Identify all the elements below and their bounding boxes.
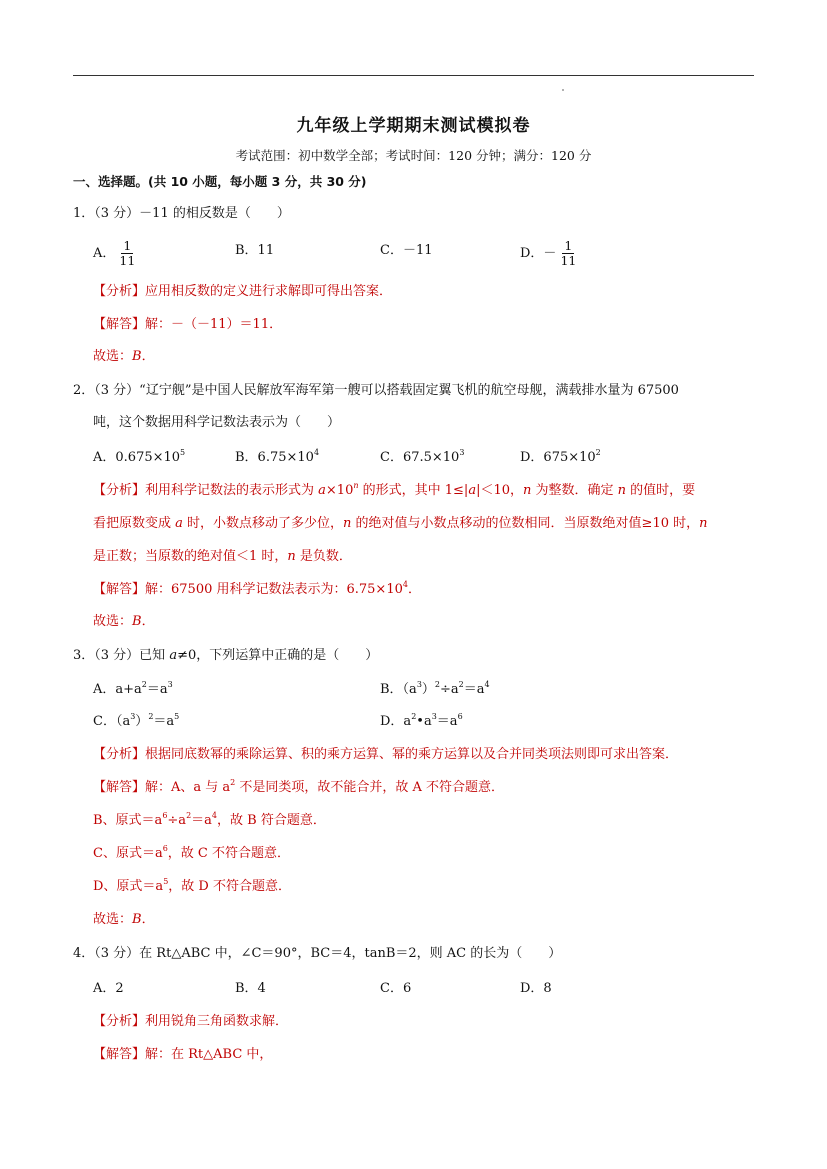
q3-answer-b (93, 812, 326, 830)
text: 为整数．确定 (531, 483, 618, 498)
q1-choice (93, 348, 155, 366)
exponent: 4 (484, 680, 490, 689)
fraction-denominator: 11 (119, 253, 136, 268)
text: B．（a (380, 682, 417, 697)
var: n (523, 483, 532, 498)
exponent: 4 (402, 580, 408, 589)
option-text: D．675×10 (520, 450, 596, 465)
text: •a (416, 714, 432, 729)
text: 看把原数变成 (93, 516, 176, 531)
choice-suffix: ． (141, 912, 155, 927)
text: ÷a (167, 813, 187, 828)
exponent: 4 (313, 448, 320, 457)
exponent: 5 (163, 877, 169, 886)
choice-prefix: 故选： (93, 614, 133, 629)
var: n (287, 549, 296, 564)
option-text: B．6.75×10 (235, 450, 314, 465)
choice-suffix: ． (141, 614, 155, 629)
q4-stem: 4．（3 分）在 Rt△ABC 中，∠C＝90°，BC＝4，tanB＝2，则 AC 的长为（ ） (73, 946, 562, 961)
text: A．a+a (93, 682, 142, 697)
q1-answer: 【解答】解：－（－11）＝11． (93, 317, 283, 332)
q3-answer-d (93, 878, 291, 896)
exponent: 6 (162, 844, 168, 853)
q2-stem-line2: 吨，这个数据用科学记数法表示为（ ） (93, 415, 341, 430)
q4-option-a: A．2 (93, 981, 124, 996)
text: 时，小数点移动了多少位， (182, 516, 344, 531)
exponent: 3 (416, 680, 422, 689)
exponent: 2 (458, 680, 464, 689)
q4-option-d: D．8 (520, 981, 552, 996)
text: |＜10， (476, 483, 524, 498)
exponent: 6 (162, 811, 168, 820)
text: D．a (380, 714, 412, 729)
q1-option-c: C．－11 (380, 243, 433, 258)
q3-choice (93, 911, 155, 929)
q4-answer: 【解答】解：在 Rt△ABC 中， (93, 1047, 273, 1062)
q1-option-d-fraction (558, 239, 578, 268)
q4-option-c: C．6 (380, 981, 412, 996)
text: ＝a (146, 682, 168, 697)
text: 是正数；当原数的绝对值＜1 时， (93, 549, 288, 564)
q3-analysis: 【分析】根据同底数幂的乘除运算、积的乘方运算、幂的乘方运算以及合并同类项法则即可求出答案． (93, 747, 679, 762)
q2-stem-line1: 2．（3 分）“辽宁舰”是中国人民解放军海军第一艘可以搭载固定翼飞机的航空母舰，满载排水量为 67500 (73, 383, 679, 398)
text: 的形式，其中 1≤| (358, 483, 469, 498)
text: 的值时，要 (626, 483, 696, 498)
text: C．（a (93, 714, 131, 729)
q1-analysis: 【分析】应用相反数的定义进行求解即可得出答案． (93, 284, 393, 299)
text: ） (421, 682, 435, 697)
var: a (175, 516, 183, 531)
exponent: 2 (148, 712, 154, 721)
var: n (699, 516, 708, 531)
exponent: 2 (595, 448, 601, 457)
text: B、原式＝a (93, 813, 163, 828)
text: 【解答】解：67500 用科学记数法表示为：6.75×10 (93, 582, 403, 597)
exponent: 2 (230, 778, 236, 787)
q4-option-b: B．4 (235, 981, 266, 996)
text: ＝a (191, 813, 212, 828)
var: a (169, 648, 178, 663)
var: n (343, 516, 352, 531)
option-text: C．67.5×10 (380, 450, 460, 465)
text: 是负数． (295, 549, 352, 564)
q3-option-a (93, 681, 173, 699)
exam-info: 考试范围：初中数学全部；考试时间：120 分钟；满分：120 分 (235, 148, 592, 163)
exponent: 6 (457, 712, 463, 721)
q2-option-d (520, 449, 601, 467)
exponent: 5 (174, 712, 180, 721)
q2-option-a (93, 449, 185, 467)
q2-analysis-line3 (93, 548, 352, 566)
q3-answer-a (93, 779, 504, 797)
text: C、原式＝a (93, 846, 163, 861)
exponent: 3 (431, 712, 437, 721)
choice-letter: B (132, 349, 142, 364)
choice-suffix: ． (141, 349, 155, 364)
var: a (318, 483, 326, 498)
exponent: 2 (141, 680, 147, 689)
q1-option-a (93, 236, 139, 272)
header-rule (73, 75, 754, 76)
exponent: 3 (130, 712, 136, 721)
text: 【分析】利用科学记数法的表示形式为 (93, 483, 319, 498)
q2-option-c (380, 449, 464, 467)
section-heading: 一、选择题。(共 10 小题，每小题 3 分，共 30 分) (73, 174, 367, 189)
text: 不是同类项，故不能合并，故 A 不符合题意． (235, 780, 505, 795)
text: ≠0，下列运算中正确的是（ ） (177, 648, 379, 663)
option-text: A．0.675×10 (93, 450, 181, 465)
var: a (468, 483, 477, 498)
q3-option-b (380, 681, 490, 699)
q2-analysis-line2 (93, 515, 708, 533)
exponent: 3 (167, 680, 173, 689)
choice-prefix: 故选： (93, 349, 133, 364)
text: ． (407, 582, 421, 597)
exponent: 4 (211, 811, 218, 820)
text: ×10 (325, 483, 354, 498)
text: ，故 C 不符合题意． (167, 846, 291, 861)
exponent: 2 (434, 680, 441, 689)
q3-option-d (380, 713, 463, 731)
q2-choice (93, 613, 155, 631)
text: ＝a (153, 714, 175, 729)
q1-option-b: B．11 (235, 243, 275, 258)
q2-option-b (235, 449, 319, 467)
fraction-denominator: 11 (560, 253, 577, 268)
exponent: 2 (411, 712, 417, 721)
text: ） (135, 714, 149, 729)
var: n (617, 483, 627, 498)
page-title: 九年级上学期期末测试模拟卷 (296, 116, 531, 136)
text: ＝a (463, 682, 485, 697)
fraction-numerator: 1 (123, 238, 132, 253)
text: 3．（3 分）已知 (73, 648, 170, 663)
q3-option-c (93, 713, 179, 731)
q3-answer-c (93, 845, 290, 863)
text: D、原式＝a (93, 879, 164, 894)
choice-prefix: 故选： (93, 912, 133, 927)
q1-stem: 1．（3 分）－11 的相反数是（ ） (73, 206, 290, 221)
text: ÷a (440, 682, 459, 697)
q1-option-a-fraction (117, 239, 137, 268)
text: ，故 B 符合题意． (217, 813, 326, 828)
exponent: 2 (186, 811, 192, 820)
q1-option-d-label: D．－ (520, 246, 557, 261)
exponent: 5 (180, 448, 186, 457)
q3-stem (73, 647, 378, 665)
q1-option-d (520, 236, 580, 272)
q4-analysis: 【分析】利用锐角三角函数求解． (93, 1014, 289, 1029)
text: 【解答】解：A、a 与 a (93, 780, 231, 795)
q1-option-a-label: A． (93, 246, 116, 261)
exponent: n (353, 481, 359, 490)
q2-answer (93, 581, 421, 599)
text: ，故 D 不符合题意． (168, 879, 291, 894)
fraction-numerator: 1 (564, 238, 573, 253)
q2-analysis-line1 (93, 482, 695, 500)
text: ＝a (436, 714, 458, 729)
text: 的绝对值与小数点移动的位数相同．当原数绝对值≥10 时， (351, 516, 700, 531)
exponent: 3 (459, 448, 465, 457)
header-dot (562, 89, 564, 91)
choice-letter: B (132, 912, 142, 927)
choice-letter: B (132, 614, 142, 629)
